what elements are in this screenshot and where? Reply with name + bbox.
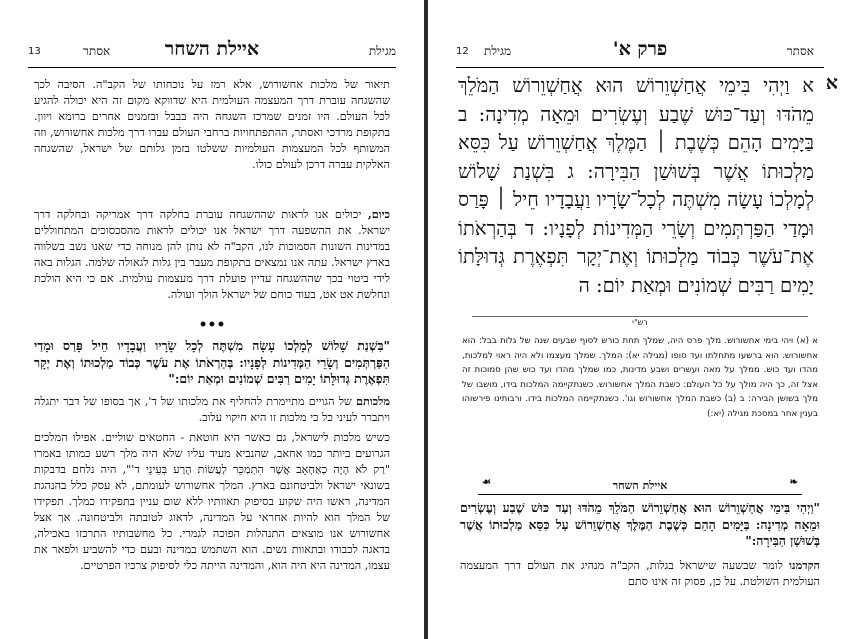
header-rule xyxy=(28,67,396,68)
running-head-book: מגילת xyxy=(484,44,512,58)
running-head-book-name: אסתר xyxy=(786,44,814,58)
section-divider: ••• xyxy=(198,317,226,333)
chapter-verse-marker: א xyxy=(825,72,838,94)
scripture-text: א וַיְהִי בִּימֵי אֲחַשְׁוֵרוֹשׁ הוּא אֲחַשְׁוֵרוֹשׁ הַמֹּלֵךְ מֵהֹדּוּ וְעַד־כּוּשׁ שֶׁבַע וְעֶשְׂרִים וּמֵאָה מְדִינָה: ב בַּיָּמִים הָהֵם כְּשֶׁבֶת ׀ הַמֶּלֶךְ אֲחַשְׁוֵרוֹשׁ עַל כִּסֵּא מַלְכוּתוֹ אֲשֶׁר בְּשׁוּשַׁן הַבִּירָה: ג בִּשְׁנַת שָׁלוֹשׁ לְמָלְכוֹ עָשָׂה מִשְׁתֶּה לְכָל־שָׂרָיו וַעֲבָדָיו חֵיל ׀ פָּרַס וּמָדַי הַפַּרְתְּמִים וְשָׂרֵי הַמְּדִינוֹת לְפָנָיו: ד בְּהַרְאֹתוֹ אֶת־עֹשֶׁר כְּבוֹד מַלְכוּתוֹ וְאֶת־יְקָר תִּפְאֶרֶת גְּדוּלָּתוֹ יָמִים רַבִּים שְׁמוֹנִים וּמְאַת יוֹם: ה xyxy=(458,74,814,297)
paragraph xyxy=(34,393,390,427)
right-page xyxy=(428,0,852,639)
commentary-text: א (א) ויהי בימי אחשורוש. מלך פרס היה, שמלך תחת כורש לסוף שבעים שנה של גלות בבל: הוא אחשורוש. הוא ברשעו מתחלתו ועד סופו (מגילה יא): המלך. שמלך מעצמו ולא היה ראוי למלכות, מהדו ועד כוש. ממלך על מאה ועשרים ושבע מדינות, כמו שמלך מהדו ועד כוש שהן סמוכות זה אצל זה, כך היה מולך על כל העולם: כשבת המלך אחשורוש. כשנתקיימה המלכות בידו, מושבו של מלך בשושן הבירה: ב (ב) כשבת המלך אחשורוש וגו'. כשנתקיימה המלכות בידו. ורבותינו פירשוהו בענין אחר במסכת מגילה (יא:) xyxy=(462,336,818,419)
running-head-book: מגילת xyxy=(368,44,396,58)
running-head-book-name: אסתר xyxy=(83,44,111,58)
header-rule xyxy=(456,67,824,68)
paragraph xyxy=(34,430,390,590)
paragraph-text: כשיש מלכות לישראל, גם כאשר היא חוטאת - החטאים שוליים. אפילו המלכים הגרועים ביותר כמו אחאב, שהנביא מעיד עליו שלא היה מלך רשע כמותו באמרו "רַק לֹא הָיָה כְאַחְאָב אֲשֶׁר הִתְמַכֵּר לַעֲשׂוֹת הָרַע בְּעֵינֵי ד'", היה נלחם בדבקות בשונאי ישראל ולביטחונם בארץ. המלך אחשורוש לעומתם, לא עסק כלל בהנהגת המדינה, ראשו היה שקוע בסיפוק תאוותיו ללא שום עניין בתפקידו כמלך. תפקידו של המלך הוא להיות אחראי על המדינה, לדאוג לטובתה ולביטחונה. אך אצל אחשורוש אנו מוצאים התנהלות הפוכה לגמרי. כל מחשבותיו התרכזו באכילה, בדאגה לכבודו ובתאוות נשים. הוא השתמש במדינה ובעם כדי להשביע ולפאר את עצמו, המדינה היא היה הוא, והמדינה הייתה כלי לסיפוק צרכיו הפרטיים. xyxy=(34,431,390,572)
page-number: 12 xyxy=(456,46,469,57)
paragraph-text: לומר שבשעה שישראל בגלות, הקב"ה מנהיג את העולם דרך המעצמה העולמית השולטת. על כן, פסוק זה אינו סתם xyxy=(460,559,820,588)
section-title: איילת השחר xyxy=(612,479,668,492)
paragraph-lead: כיום, xyxy=(367,207,390,221)
verse-quote: "וַיְהִי בִּימֵי אֲחַשְׁוֵרוֹשׁ הוּא אֲחַשְׁוֵרוֹשׁ הַמֹּלֵךְ מֵהֹדּוּ וְעַד כּוּשׁ שֶׁבַע וְעֶשְׂרִים וּמֵאָה מְדִינָה: בַּיָּמִים הָהֵם כְּשֶׁבֶת הַמֶּלֶךְ אֲחַשְׁוֵרוֹשׁ עַל כִּסֵּא מַלְכוּתוֹ אֲשֶׁר בְּשׁוּשַׁן הַבִּירָה:" xyxy=(460,500,820,548)
page-number: 13 xyxy=(28,46,41,57)
ornament-icon: ❧ xyxy=(789,477,798,488)
verse-quote: "בִּשְׁנַת שָׁלוֹשׁ לְמָלְכוֹ עָשָׂה מִשְׁתֶּה לְכָל שָׂרָיו וַעֲבָדָיו חֵיל פָּרַס וּמָדַי הַפַּרְתְּמִים וְשָׂרֵי הַמְּדִינוֹת לְפָנָיו: בְּהַרְאֹתוֹ אֶת עֹשֶׁר כְּבוֹד מַלְכוּתוֹ וְאֶת יְקָר תִּפְאֶרֶת גְּדוּלָּתוֹ יָמִים רַבִּים שְׁמוֹנִים וּמְאַת יוֹם:" xyxy=(34,338,390,386)
paragraph-text: תיאור של מלכות אחשורוש, אלא רמז על נוכחותו של הקב"ה. הסיבה לכך שהשגחה עוברת דרך המעצמה העולמית היא שדווקא מקום זה היא יכולה להגיע לכל העולם. היו זמנים שמרכז השגחה היה בבבל ובזמנים אחרים ברומא ויוון. בתקופת מרדכי ואסתר, ההתפתחויות ברחבי העולם עברו דרך מלכות אחשורוש, וזה המשותף לכל המעצמות העולמיות ששלטו בזמן גלותם של ישראל, שהשגחה האלקית עברה דרכן לעולם כולו. xyxy=(34,78,390,171)
paragraph xyxy=(460,557,820,591)
page-header xyxy=(28,38,396,68)
paragraph-lead: מלכותם xyxy=(355,394,390,408)
paragraph xyxy=(34,206,390,318)
section-rule xyxy=(472,316,808,317)
page-header xyxy=(456,38,824,68)
paragraph-text: של הגויים מתיימרת להחליף את מלכותו של ד', אך בסופו של דבר יתגלה ויתברר לעיני כל כי מלכות זו היא חיקוי עלוב. xyxy=(34,395,390,424)
commentary-label: רש"י xyxy=(632,318,648,327)
section-banner xyxy=(478,470,802,495)
page-title: איילת השחר xyxy=(164,38,260,60)
paragraph-text: יכולים אנו לראות שההשגחה עוברת בחלקה דרך אמריקה ובחלקה דרך ישראל. את ההשפעה דרך ישראל אנו יכולים לראות מהסכסוכים המתחוללים במדינות השונות הסמוכות לנו, הקב"ה לא נותן להן מנוחה כדי שאנו נשב בשלווה בארץ ישראל. עתה אנו נמצאים בתקופת מעבר בין גלות לגאולה שלמה. הגלות באה לידי ביטוי בכך שההשגחה עדיין פועלת דרך מעצמות עולמית. אם כי היא הולכת ונחלשת אט אט, בעוד כוחם של ישראל הולך ועולה. xyxy=(34,208,390,301)
paragraph-lead: הקדמנו xyxy=(789,558,820,572)
paragraph xyxy=(34,77,390,201)
page-title: פרק א' xyxy=(612,38,668,60)
ornament-icon: ☙ xyxy=(482,477,491,488)
left-page xyxy=(0,0,424,639)
